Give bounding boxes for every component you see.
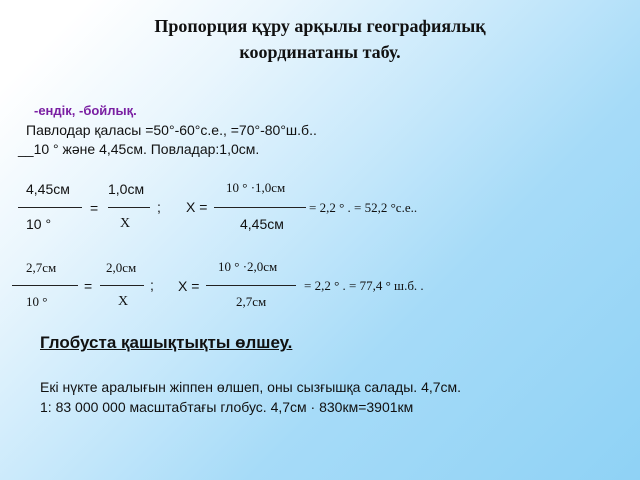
section-2-line-2: 1: 83 000 000 масштабтағы глобус. 4,7см · 830км=3901км xyxy=(40,399,414,415)
title-line-1: Пропорция құру арқылы географиялық xyxy=(154,16,486,36)
lat-semicolon: ; xyxy=(157,199,161,215)
lon-numerator-3: 10 ° ·2,0см xyxy=(218,259,278,274)
lat-numerator-2: 1,0см xyxy=(108,181,145,197)
lat-fraction-bar-1 xyxy=(18,207,82,208)
lat-fraction-bar-3 xyxy=(214,207,306,208)
scale-line: __10 ° және 4,45см. Повладар:1,0см. xyxy=(18,141,260,157)
lon-semicolon: ; xyxy=(150,277,154,293)
latitude-longitude-hint: -ендік, -бойлық. xyxy=(34,103,137,118)
lat-denominator-1: 10 ° xyxy=(26,216,52,232)
lon-fraction-bar-1 xyxy=(12,285,78,286)
lon-fraction-bar-2 xyxy=(100,285,144,286)
title-line-2: координатаны табу. xyxy=(239,42,401,62)
lat-result: = 2,2 ° . = 52,2 °с.е.. xyxy=(309,200,418,215)
lat-denominator-2: X xyxy=(120,216,131,231)
city-coordinates-line: Павлодар қаласы =50°-60°с.е., =70°-80°ш.б.. xyxy=(26,122,317,138)
lon-numerator-2: 2,0см xyxy=(106,260,137,275)
lon-denominator-3: 2,7см xyxy=(236,294,267,309)
lat-x-equals: X = xyxy=(186,199,208,215)
lon-denominator-1: 10 ° xyxy=(26,294,48,309)
lon-equals-sign: = xyxy=(84,278,93,294)
lon-fraction-bar-3 xyxy=(206,285,296,286)
section-2-line-1: Екі нүкте аралығын жіппен өлшеп, оны сызғышқа салады. 4,7см. xyxy=(40,379,462,395)
lat-equals-sign: = xyxy=(90,200,99,216)
lat-numerator-1: 4,45см xyxy=(26,181,70,197)
lon-x-equals: X = xyxy=(178,278,200,294)
lat-fraction-bar-2 xyxy=(108,207,150,208)
lon-denominator-2: X xyxy=(118,294,129,309)
lon-result: = 2,2 ° . = 77,4 ° ш.б. . xyxy=(304,278,424,293)
section-2-heading: Глобуста қашықтықты өлшеу. xyxy=(40,333,293,352)
lat-numerator-3: 10 ° ·1,0см xyxy=(226,180,286,195)
lon-numerator-1: 2,7см xyxy=(26,260,57,275)
lat-denominator-3: 4,45см xyxy=(240,216,284,232)
